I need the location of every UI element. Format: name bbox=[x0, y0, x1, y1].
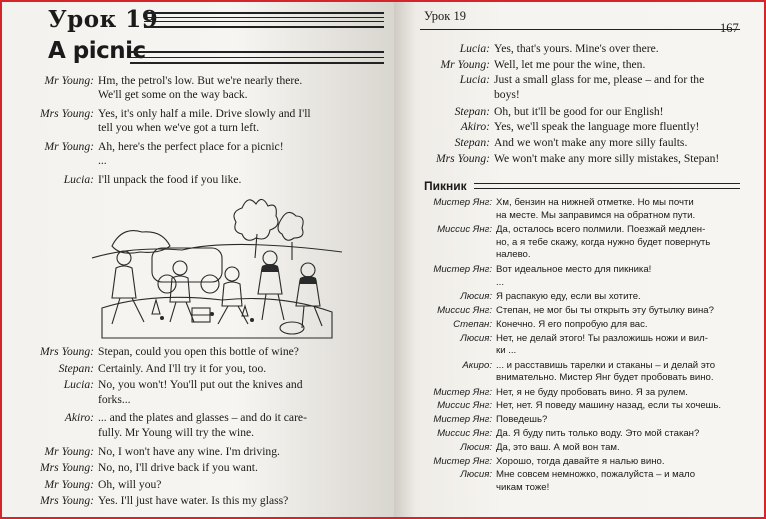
dialogue-line bbox=[410, 305, 756, 318]
text-line: Степан, не мог бы ты открыть эту бутылку вина? bbox=[496, 305, 714, 316]
dialogue-text bbox=[494, 105, 756, 119]
text-line: No, no, I'll drive back if you want. bbox=[98, 461, 258, 475]
dialogue-text bbox=[98, 140, 388, 169]
dialogue-line bbox=[20, 107, 388, 136]
text-line: tell you when we've got a turn left. bbox=[98, 121, 260, 135]
dialogue-text bbox=[98, 74, 388, 103]
text-line: Да, это ваш. А мой вон там. bbox=[496, 441, 620, 453]
dialogue-line bbox=[410, 197, 756, 222]
speaker-name: Mrs Young: bbox=[39, 345, 94, 358]
speaker-name: Акиро: bbox=[462, 359, 492, 371]
text-line: Oh, but it'll be good for our English! bbox=[494, 104, 664, 118]
dialogue-text bbox=[496, 333, 756, 358]
text-line: fully. Mr Young will try the wine. bbox=[98, 425, 255, 439]
speaker-name: Mr Young: bbox=[44, 477, 94, 491]
text-line: boys! bbox=[494, 87, 520, 101]
speaker-name: Stepan: bbox=[58, 361, 94, 375]
speaker-name: Mr Young: bbox=[44, 74, 94, 87]
speaker-name: Миссис Янг: bbox=[437, 305, 492, 316]
dialogue-line bbox=[410, 224, 756, 262]
dialogue-text bbox=[98, 445, 388, 459]
text-line: Я распакую еду, если вы хотите. bbox=[496, 291, 641, 303]
dialogue-line bbox=[410, 360, 756, 385]
speaker-name: Люсия: bbox=[460, 332, 492, 344]
speaker-name: Mr Young: bbox=[44, 140, 94, 153]
speaker-name: Mr Young: bbox=[440, 57, 490, 71]
text-line: No, you won't! You'll put out the knives and bbox=[98, 378, 303, 392]
dialogue-text bbox=[98, 173, 388, 187]
text-line: ... and the plates and glasses – and do it care- bbox=[98, 411, 307, 425]
speaker-name: Степан: bbox=[453, 318, 492, 330]
text-line: Yes. I'll just have water. Is this my glass? bbox=[98, 494, 289, 508]
text-line: Нет, нет. Я поведу машину назад, если ты хочешь. bbox=[496, 400, 722, 412]
text-line: Yes, we'll speak the language more fluently! bbox=[494, 120, 700, 134]
dialogue-line bbox=[416, 105, 756, 119]
dialogue-text bbox=[496, 442, 756, 455]
speaker-name: Mrs Young: bbox=[39, 494, 94, 508]
dialogue-line bbox=[20, 362, 388, 376]
text-line: Поведешь? bbox=[496, 414, 548, 426]
right-page bbox=[394, 2, 764, 517]
speaker-name: Lucia: bbox=[63, 378, 94, 392]
speaker-name: Akiro: bbox=[460, 120, 490, 134]
text-line: внимательно. Мистер Янг будет пробовать вино. bbox=[496, 372, 714, 384]
speaker-name: Мистер Янг: bbox=[433, 197, 492, 208]
speaker-name: Люсия: bbox=[460, 291, 492, 303]
text-line: Нет, не делай этого! Ты разложишь ножи и вил- bbox=[496, 332, 708, 344]
speaker-name: Люсия: bbox=[460, 469, 492, 481]
dialogue-text bbox=[496, 291, 756, 304]
speaker-name: Lucia: bbox=[63, 173, 94, 186]
dialogue-text bbox=[496, 360, 756, 385]
speaker-name: Миссис Янг: bbox=[437, 428, 492, 439]
text-line: Well, let me pour the wine, then. bbox=[494, 57, 646, 71]
speaker-name: Mr Young: bbox=[44, 444, 94, 458]
speaker-name: Миссис Янг: bbox=[437, 400, 492, 412]
speaker-name: Lucia: bbox=[459, 42, 490, 55]
speaker-name: Stepan: bbox=[454, 104, 490, 118]
speaker-name: Мистер Янг: bbox=[433, 386, 492, 398]
dialogue-line bbox=[410, 291, 756, 304]
dialogue-line bbox=[20, 461, 388, 475]
dialogue-line bbox=[20, 173, 388, 187]
dialogue-line bbox=[410, 428, 756, 441]
left-page bbox=[2, 2, 394, 517]
dialogue-line bbox=[20, 140, 388, 169]
text-line: ки ... bbox=[496, 345, 517, 357]
text-line: Хорошо, тогда давайте я налью вино. bbox=[496, 455, 665, 467]
dialogue-text bbox=[494, 152, 756, 166]
text-line: Yes, it's only half a mile. Drive slowly and I'll bbox=[98, 107, 311, 120]
text-line: Just a small glass for me, please – and for the bbox=[494, 73, 705, 87]
text-line: Stepan, could you open this bottle of wine? bbox=[98, 345, 299, 358]
speaker-name: Lucia: bbox=[459, 73, 490, 87]
dialogue-text bbox=[496, 224, 756, 262]
speaker-name: Люсия: bbox=[460, 441, 492, 453]
speaker-name: Миссис Янг: bbox=[437, 224, 492, 235]
lesson-title: Урок 19 bbox=[48, 6, 159, 33]
dialogue-line bbox=[410, 400, 756, 413]
dialogue-text bbox=[98, 362, 388, 376]
dialogue-text bbox=[496, 305, 756, 318]
text-line: I'll unpack the food if you like. bbox=[98, 173, 242, 186]
text-line: Ah, here's the perfect place for a picnic! bbox=[98, 140, 284, 153]
picnic-illustration bbox=[92, 188, 342, 340]
text-line: No, I won't have any wine. I'm driving. bbox=[98, 444, 280, 458]
speaker-name: Mrs Young: bbox=[39, 107, 94, 120]
dialogue-line bbox=[416, 73, 756, 102]
dialogue-line bbox=[20, 445, 388, 459]
dialogue-line bbox=[410, 264, 756, 289]
dialogue-text bbox=[496, 400, 756, 413]
dialogue-text bbox=[494, 136, 756, 150]
page-number: 167 bbox=[720, 21, 739, 35]
dialogue-text bbox=[496, 414, 756, 427]
dialogue-text bbox=[98, 345, 388, 359]
text-line: We won't make any more silly mistakes, Stepan! bbox=[494, 151, 720, 165]
dialogue-line bbox=[20, 494, 388, 508]
text-line: Yes, that's yours. Mine's over there. bbox=[494, 42, 659, 55]
dialogue-text bbox=[496, 264, 756, 289]
speaker-name: Mrs Young: bbox=[435, 151, 490, 165]
dialogue-line bbox=[20, 74, 388, 103]
text-line: Нет, я не буду пробовать вино. Я за рулем. bbox=[496, 386, 688, 398]
speaker-name: Akiro: bbox=[64, 411, 94, 425]
dialogue-text bbox=[494, 73, 756, 102]
dialogue-text bbox=[98, 478, 388, 492]
dialogue-line bbox=[20, 345, 388, 359]
dialogue-text bbox=[98, 494, 388, 508]
dialogue-line bbox=[20, 411, 388, 440]
text-line: Да, осталось всего полмили. Поезжай медлен- bbox=[496, 224, 706, 235]
dialogue-line bbox=[410, 387, 756, 400]
dialogue-text bbox=[496, 428, 756, 441]
speaker-name: Мистер Янг: bbox=[433, 264, 492, 276]
text-line: We'll get some on the way back. bbox=[98, 88, 248, 102]
dialogue-text bbox=[496, 319, 756, 332]
speaker-name: Мистер Янг: bbox=[433, 414, 492, 426]
text-line: Хм, бензин на нижней отметке. Но мы почти bbox=[496, 197, 694, 208]
dialogue-line bbox=[410, 414, 756, 427]
speaker-name: Mrs Young: bbox=[39, 461, 94, 475]
dialogue-text bbox=[98, 378, 388, 407]
section-title: A picnic bbox=[48, 38, 146, 64]
dialogue-line bbox=[20, 478, 388, 492]
dialogue-text bbox=[98, 411, 388, 440]
text-line: на месте. Мы заправимся на обратном пути. bbox=[496, 209, 696, 221]
dialogue-text bbox=[494, 120, 756, 134]
dialogue-text bbox=[494, 58, 756, 72]
text-line: налево. bbox=[496, 249, 531, 261]
dialogue-line bbox=[410, 442, 756, 455]
text-line: Конечно. Я его попробую для вас. bbox=[496, 318, 648, 330]
text-line: And we won't make any more silly faults. bbox=[494, 136, 688, 149]
text-line: ... и расставишь тарелки и стаканы – и делай это bbox=[496, 359, 716, 371]
dialogue-line bbox=[410, 333, 756, 358]
text-line: Мне совсем немножко, пожалуйста – и мало bbox=[496, 469, 696, 481]
dialogue-line bbox=[410, 319, 756, 332]
text-line: но, а я тебе скажу, когда нужно будет повернуть bbox=[496, 236, 711, 248]
text-line: чикам тоже! bbox=[496, 481, 550, 493]
dialogue-text bbox=[98, 461, 388, 475]
dialogue-line bbox=[416, 120, 756, 134]
dialogue-line bbox=[416, 136, 756, 150]
text-line: Oh, will you? bbox=[98, 477, 162, 491]
text-line: Да. Я буду пить только воду. Это мой стакан? bbox=[496, 428, 700, 439]
dialogue-line bbox=[416, 42, 756, 56]
dialogue-text bbox=[494, 42, 756, 56]
dialogue-line bbox=[416, 58, 756, 72]
text-line: forks... bbox=[98, 392, 131, 406]
text-line: ... bbox=[98, 154, 107, 168]
dialogue-line bbox=[20, 378, 388, 407]
dialogue-text bbox=[496, 456, 756, 469]
dialogue-text bbox=[496, 197, 756, 222]
speaker-name: Мистер Янг: bbox=[433, 455, 492, 467]
dialogue-text bbox=[496, 469, 756, 494]
dialogue-line bbox=[410, 469, 756, 494]
translation-title: Пикник bbox=[424, 179, 467, 193]
text-line: ... bbox=[496, 276, 504, 288]
dialogue-line bbox=[410, 456, 756, 469]
text-line: Certainly. And I'll try it for you, too. bbox=[98, 361, 267, 375]
dialogue-text bbox=[496, 387, 756, 400]
text-line: Вот идеальное место для пикника! bbox=[496, 264, 652, 276]
header-rule bbox=[420, 29, 740, 30]
dialogue-text bbox=[98, 107, 388, 136]
text-line: Hm, the petrol's low. But we're nearly there. bbox=[98, 74, 303, 87]
dialogue-line bbox=[416, 152, 756, 166]
speaker-name: Stepan: bbox=[454, 136, 490, 149]
running-head: Урок 19 bbox=[424, 9, 466, 23]
